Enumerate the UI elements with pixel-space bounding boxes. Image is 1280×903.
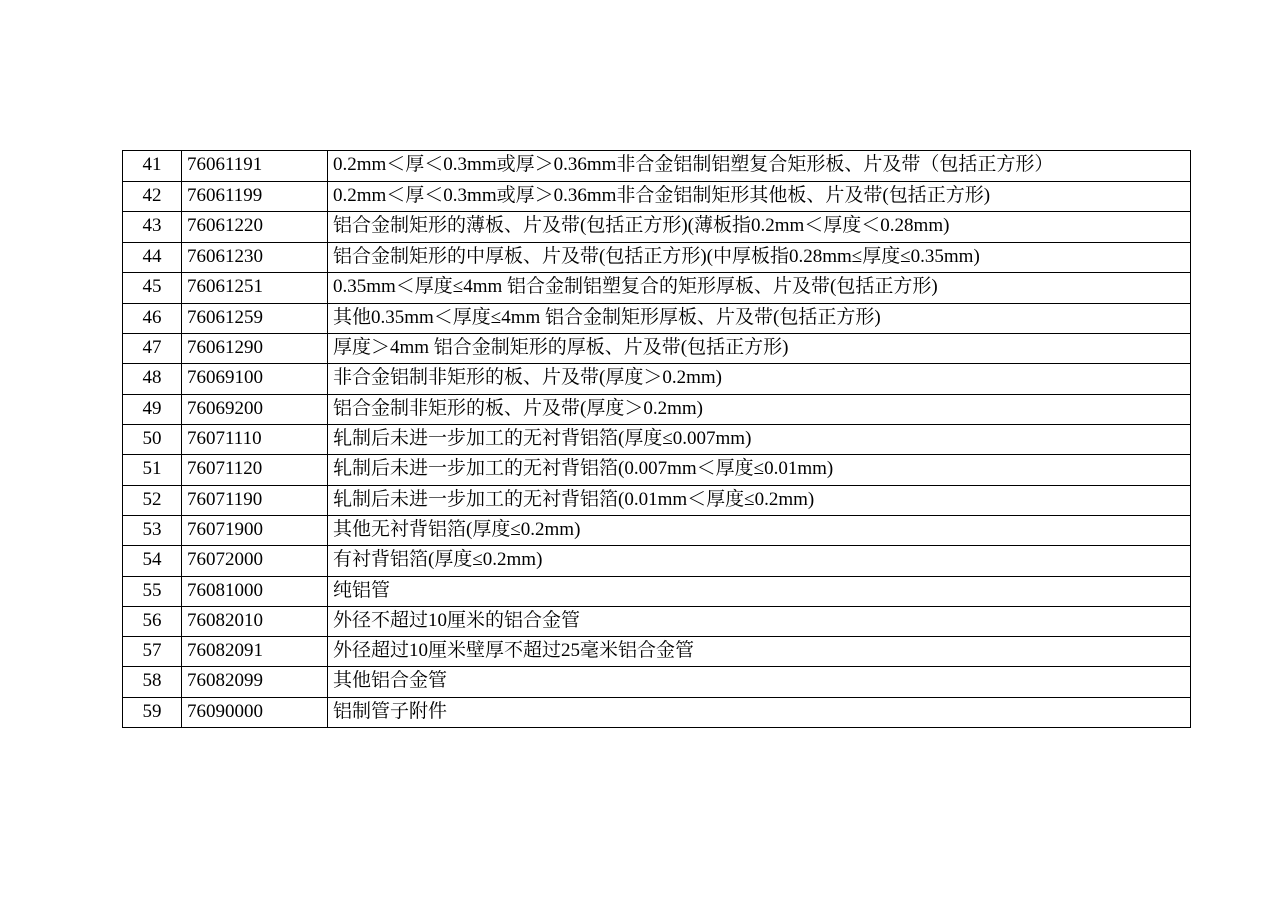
row-description: 铝合金制矩形的中厚板、片及带(包括正方形)(中厚板指0.28mm≤厚度≤0.35mm) xyxy=(328,242,1191,273)
table-row xyxy=(123,242,1191,273)
row-description: 纯铝管 xyxy=(328,576,1191,606)
tariff-table-body xyxy=(123,151,1191,728)
row-number: 52 xyxy=(123,485,182,515)
row-number: 55 xyxy=(123,576,182,606)
row-code: 76082010 xyxy=(182,606,328,636)
row-description: 铝合金制矩形的薄板、片及带(包括正方形)(薄板指0.2mm＜厚度＜0.28mm) xyxy=(328,212,1191,242)
row-code: 76061230 xyxy=(182,242,328,273)
row-number: 53 xyxy=(123,515,182,545)
row-number: 47 xyxy=(123,334,182,364)
row-description: 外径不超过10厘米的铝合金管 xyxy=(328,606,1191,636)
table-row xyxy=(123,576,1191,606)
table-row xyxy=(123,424,1191,454)
tariff-table xyxy=(122,150,1191,728)
row-number: 48 xyxy=(123,364,182,394)
row-code: 76069100 xyxy=(182,364,328,394)
table-row xyxy=(123,181,1191,212)
row-code: 76061251 xyxy=(182,273,328,303)
row-number: 58 xyxy=(123,667,182,697)
row-code: 76071190 xyxy=(182,485,328,515)
row-description: 0.35mm＜厚度≤4mm 铝合金制铝塑复合的矩形厚板、片及带(包括正方形) xyxy=(328,273,1191,303)
row-code: 76082099 xyxy=(182,667,328,697)
row-description: 外径超过10厘米壁厚不超过25毫米铝合金管 xyxy=(328,637,1191,667)
table-row xyxy=(123,455,1191,485)
row-description: 轧制后未进一步加工的无衬背铝箔(0.01mm＜厚度≤0.2mm) xyxy=(328,485,1191,515)
table-row xyxy=(123,273,1191,303)
row-number: 49 xyxy=(123,394,182,424)
row-code: 76061259 xyxy=(182,303,328,333)
row-code: 76061220 xyxy=(182,212,328,242)
row-code: 76071900 xyxy=(182,515,328,545)
row-description: 有衬背铝箔(厚度≤0.2mm) xyxy=(328,546,1191,576)
row-number: 59 xyxy=(123,697,182,727)
row-code: 76071120 xyxy=(182,455,328,485)
row-description: 其他无衬背铝箔(厚度≤0.2mm) xyxy=(328,515,1191,545)
row-number: 42 xyxy=(123,181,182,212)
table-row xyxy=(123,606,1191,636)
row-code: 76061290 xyxy=(182,334,328,364)
row-description: 轧制后未进一步加工的无衬背铝箔(0.007mm＜厚度≤0.01mm) xyxy=(328,455,1191,485)
row-code: 76082091 xyxy=(182,637,328,667)
row-number: 41 xyxy=(123,151,182,182)
row-number: 57 xyxy=(123,637,182,667)
row-code: 76071110 xyxy=(182,424,328,454)
row-number: 45 xyxy=(123,273,182,303)
row-description: 0.2mm＜厚＜0.3mm或厚＞0.36mm非合金铝制矩形其他板、片及带(包括正方形) xyxy=(328,181,1191,212)
row-description: 轧制后未进一步加工的无衬背铝箔(厚度≤0.007mm) xyxy=(328,424,1191,454)
table-row xyxy=(123,546,1191,576)
row-number: 54 xyxy=(123,546,182,576)
row-description: 厚度＞4mm 铝合金制矩形的厚板、片及带(包括正方形) xyxy=(328,334,1191,364)
row-description: 其他铝合金管 xyxy=(328,667,1191,697)
row-code: 76072000 xyxy=(182,546,328,576)
row-description: 铝制管子附件 xyxy=(328,697,1191,727)
table-row xyxy=(123,515,1191,545)
row-description: 铝合金制非矩形的板、片及带(厚度＞0.2mm) xyxy=(328,394,1191,424)
tariff-table-container xyxy=(122,150,1157,728)
row-code: 76081000 xyxy=(182,576,328,606)
row-code: 76061191 xyxy=(182,151,328,182)
row-number: 51 xyxy=(123,455,182,485)
table-row xyxy=(123,212,1191,242)
table-row xyxy=(123,697,1191,727)
table-row xyxy=(123,394,1191,424)
table-row xyxy=(123,485,1191,515)
table-row xyxy=(123,637,1191,667)
row-number: 44 xyxy=(123,242,182,273)
row-number: 50 xyxy=(123,424,182,454)
table-row xyxy=(123,667,1191,697)
row-description: 0.2mm＜厚＜0.3mm或厚＞0.36mm非合金铝制铝塑复合矩形板、片及带（包括正方形） xyxy=(328,151,1191,182)
row-description: 非合金铝制非矩形的板、片及带(厚度＞0.2mm) xyxy=(328,364,1191,394)
row-number: 46 xyxy=(123,303,182,333)
row-code: 76090000 xyxy=(182,697,328,727)
row-code: 76069200 xyxy=(182,394,328,424)
table-row xyxy=(123,303,1191,333)
row-number: 56 xyxy=(123,606,182,636)
row-code: 76061199 xyxy=(182,181,328,212)
row-number: 43 xyxy=(123,212,182,242)
row-description: 其他0.35mm＜厚度≤4mm 铝合金制矩形厚板、片及带(包括正方形) xyxy=(328,303,1191,333)
table-row xyxy=(123,151,1191,182)
table-row xyxy=(123,364,1191,394)
table-row xyxy=(123,334,1191,364)
